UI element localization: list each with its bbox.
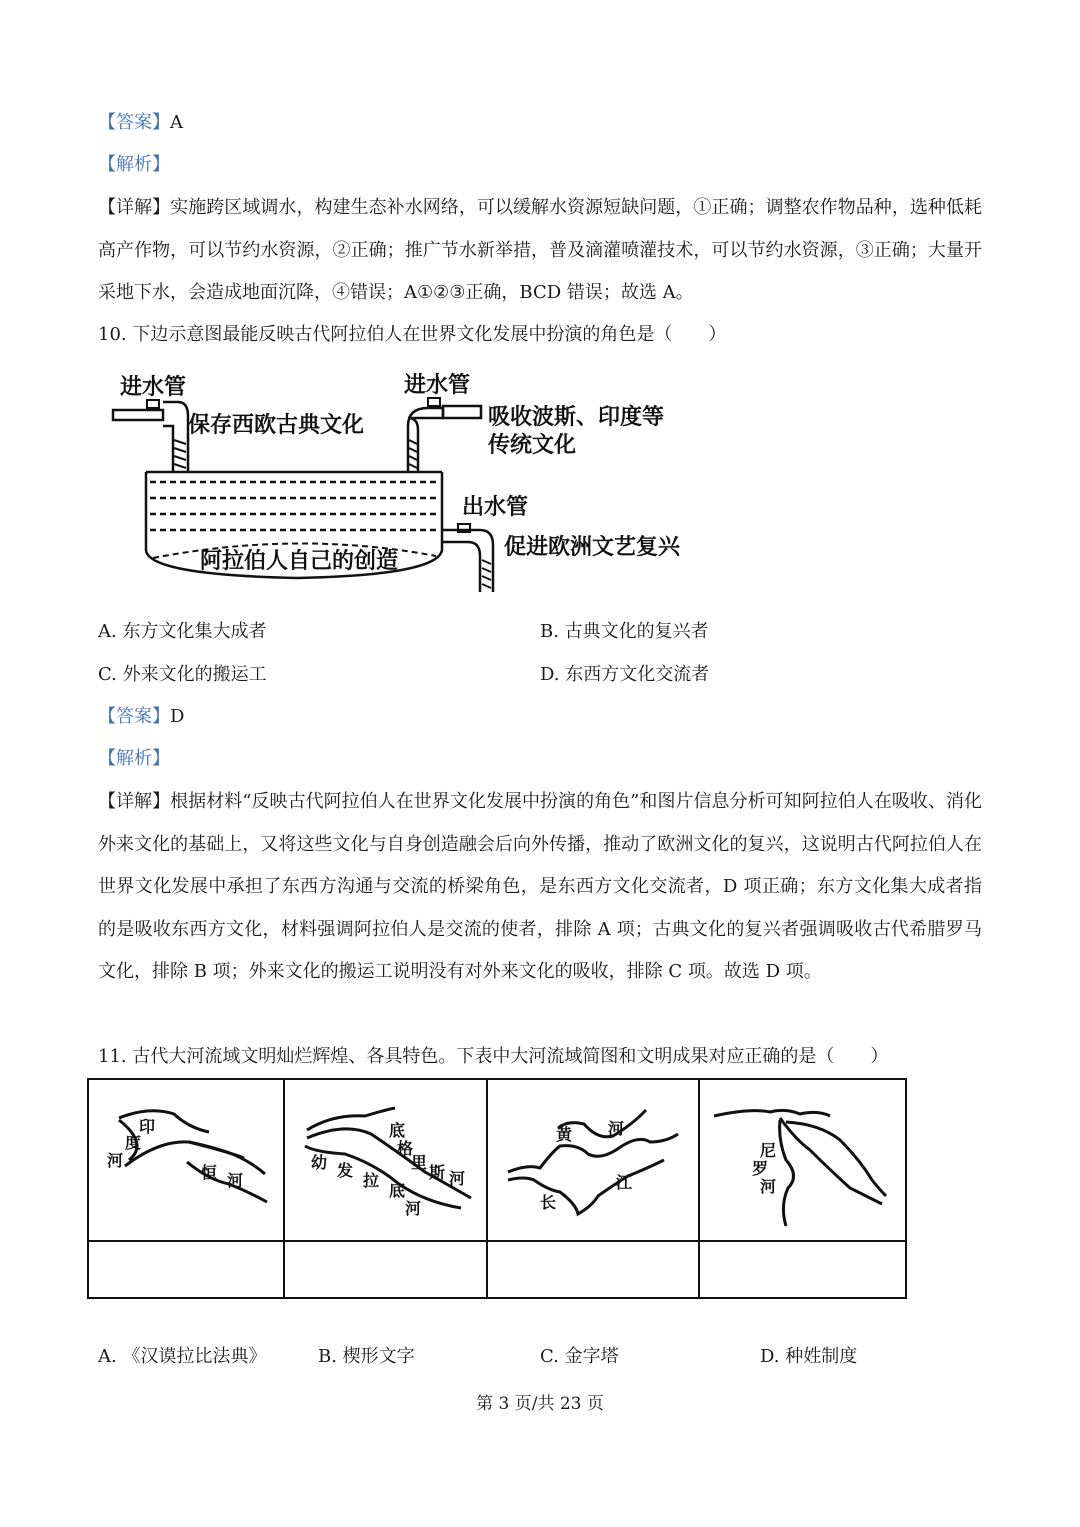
answer-tag: 【答案】 [98, 112, 170, 133]
table-cell-empty [284, 1241, 487, 1298]
map-cell-china [487, 1079, 699, 1241]
map-char: 斯 [429, 1163, 446, 1182]
detail-text: 实施跨区域调水，构建生态补水网络，可以缓解水资源短缺问题，①正确；调整农作物品种，选种低耗高产作物，可以节约水资源，②正确；推广节水新举措，普及滴灌喷灌技术，可以节约水资源，③正确；大量开采地下水，会造成地面沉降，④错误；A①②③正确，BCD 错误；故选 A。 [98, 197, 983, 303]
q10-option-c: C. 外来文化的搬运工 [98, 664, 267, 685]
q11-option-b: B. 楔形文字 [318, 1346, 415, 1367]
river-map-table [87, 1078, 907, 1299]
q10-analysis-tag: 【解析】 [98, 748, 170, 769]
map-cell-india [88, 1079, 284, 1241]
q9-answer-line [98, 111, 183, 135]
q9-detail [98, 187, 982, 315]
map-char: 长 [540, 1193, 557, 1212]
outlet-text: 促进欧洲文艺复兴 [504, 535, 681, 560]
q10-option-b: B. 古典文化的复兴者 [540, 621, 709, 642]
map-char: 幼 [311, 1153, 328, 1172]
table-row-maps [88, 1079, 906, 1241]
map-cell-egypt [699, 1079, 906, 1241]
answer-tag: 【答案】 [98, 706, 170, 727]
outlet-label: 出水管 [462, 495, 529, 520]
inlet2-label: 进水管 [404, 373, 471, 398]
map-char: 里 [411, 1153, 428, 1172]
mesopotamia-river-map [285, 1080, 486, 1235]
q10-detail [98, 781, 982, 994]
map-char: 度 [125, 1133, 142, 1152]
map-char: 底 [389, 1181, 406, 1200]
map-char: 河 [449, 1169, 466, 1188]
q10-option-a: A. 东方文化集大成者 [98, 621, 267, 642]
q10-answer-line [98, 705, 184, 729]
q11-option-d: D. 种姓制度 [760, 1346, 858, 1367]
answer-value: A [170, 112, 183, 133]
q11-option-c: C. 金字塔 [540, 1346, 619, 1367]
q9-analysis-tag: 【解析】 [98, 154, 170, 175]
map-char: 黄 [556, 1125, 573, 1144]
inlet1-label: 进水管 [120, 375, 187, 400]
table-cell-empty [88, 1241, 284, 1298]
china-river-map [488, 1080, 698, 1235]
map-char: 底 [389, 1121, 406, 1140]
q10-stem: 10. 下边示意图最能反映古代阿拉伯人在世界文化发展中扮演的角色是（ ） [98, 324, 727, 345]
egypt-river-map [700, 1080, 905, 1235]
q10-option-d: D. 东西方文化交流者 [540, 664, 710, 685]
map-char: 格 [397, 1139, 414, 1158]
map-char: 河 [227, 1171, 244, 1190]
inlet1-text: 保存西欧古典文化 [188, 413, 365, 438]
map-char: 恒 [201, 1163, 218, 1182]
india-river-map [89, 1080, 283, 1235]
water-tank-diagram [108, 370, 688, 600]
detail-text: 根据材料“反映古代阿拉伯人在世界文化发展中扮演的角色”和图片信息分析可知阿拉伯人在吸收、消化外来文化的基础上，又将这些文化与自身创造融会后向外传播，推动了欧洲文化的复兴，这说明古代阿拉伯人在世界文化发展中承担了东西方沟通与交流的桥梁角色，是东西方文化交流者，D 项正确；东方文化集大成者指的是吸收东西方文化，材料强调阿拉伯人是交流的使者，排除 A 项；古典文化的复兴者强调吸收古代希腊罗马文化，排除 B 项；外来文化的搬运工说明没有对外来文化的吸收，排除 C 项。故选 D 项。 [98, 791, 983, 982]
map-char: 印 [139, 1117, 156, 1136]
map-char: 发 [337, 1161, 354, 1180]
map-char: 尼 [760, 1141, 777, 1160]
map-cell-mesopotamia [284, 1079, 487, 1241]
page-footer: 第 3 页/共 23 页 [476, 1394, 604, 1414]
map-char: 河 [405, 1199, 422, 1218]
map-char: 河 [608, 1119, 625, 1138]
table-row-answers [88, 1241, 906, 1298]
tank-bottom-text: 阿拉伯人自己的创造 [200, 549, 399, 574]
map-char: 江 [616, 1173, 633, 1192]
detail-tag: 【详解】 [98, 197, 171, 218]
answer-value: D [170, 706, 185, 727]
q11-option-a: A. 《汉谟拉比法典》 [98, 1346, 267, 1367]
map-char: 罗 [752, 1159, 769, 1178]
inlet2-text-1: 吸收波斯、印度等 [488, 405, 665, 430]
inlet2-text-2: 传统文化 [488, 433, 577, 458]
detail-tag: 【详解】 [98, 791, 171, 812]
table-cell-empty [487, 1241, 699, 1298]
table-cell-empty [699, 1241, 906, 1298]
map-char: 河 [760, 1177, 777, 1196]
q11-stem: 11. 古代大河流域文明灿烂辉煌、各具特色。下表中大河流域简图和文明成果对应正确的是（ ） [98, 1046, 889, 1067]
map-char: 河 [107, 1151, 124, 1170]
map-char: 拉 [363, 1171, 380, 1190]
